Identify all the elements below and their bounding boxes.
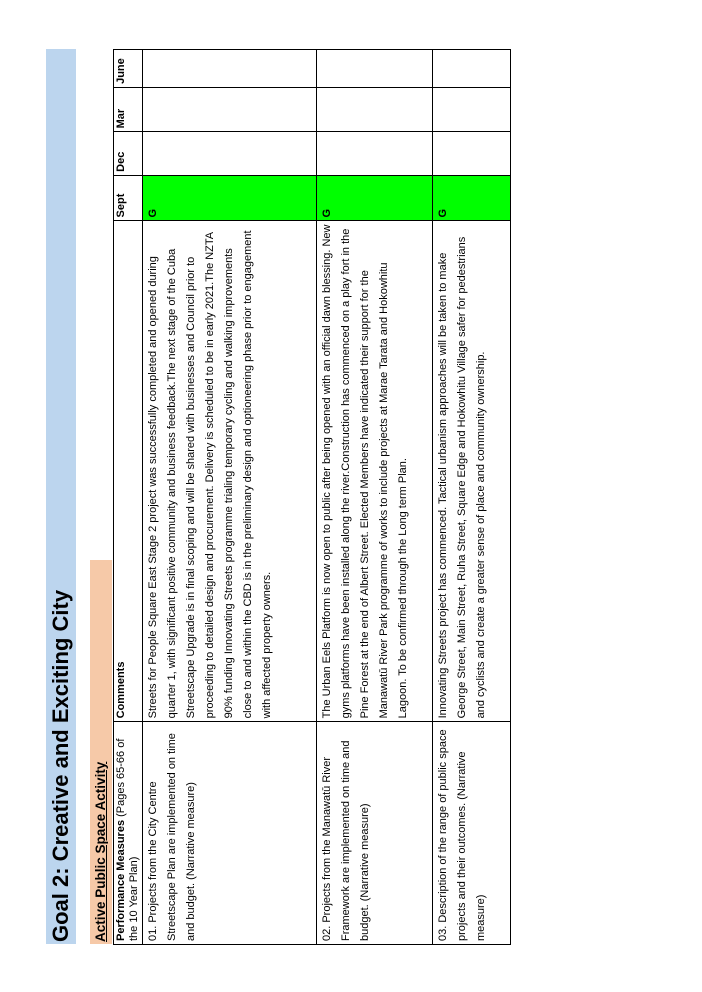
table-row [143, 50, 317, 945]
header-dec [114, 132, 143, 175]
header-june-label: June [115, 58, 127, 84]
header-mar [114, 87, 143, 132]
status-sept: G [143, 175, 317, 221]
status-june [143, 50, 317, 88]
comment-cell: Streets for People Square East Stage 2 project was successfully completed and opened during quarter 1, with significant positive community and business feedback.The next stage of the Cuba Streetscape Upgrade is in final scoping and will be shared with businesses and Council prior to proceeding to detailed design and procurement. Delivery is scheduled to be in early 2021.The NZTA 90% funding Innovating Streets programme trialing temporary cycling and walking improvements close to and within the CBD is in the preliminary design and optioneering phase prior to engagement with affected property owners. [143, 221, 317, 722]
header-sept [114, 175, 143, 221]
header-dec-label: Dec [115, 151, 127, 172]
status-june [317, 50, 433, 88]
goal-title: Goal 2: Creative and Exciting City [48, 589, 73, 942]
comment-cell: Innovating Streets project has commenced. Tactical urbanism approaches will be taken to make George Street, Main Street, Ruha Street, Square Edge and Hokowhitu Village safer for pedestrians and cyclists and create a greater sense of place and community ownership. [433, 221, 511, 722]
header-comments-label: Comments [115, 661, 127, 719]
header-mar-label: Mar [115, 108, 127, 129]
header-comments [114, 221, 143, 722]
status-mar [317, 87, 433, 132]
status-dec [433, 132, 511, 175]
header-sept-label: Sept [115, 193, 127, 218]
measure-cell: 02. Projects from the Manawatū River Framework are implemented on time and budget. (Narrative measure) [317, 722, 433, 945]
measure-cell: 03. Description of the range of public space projects and their outcomes. (Narrative measure) [433, 722, 511, 945]
header-measures-note: (Pages 65-66 of the 10 Year Plan) [115, 738, 140, 941]
table-row [433, 50, 511, 945]
header-june [114, 50, 143, 88]
header-measures-label: Performance Measures [115, 819, 127, 941]
status-june [433, 50, 511, 88]
measure-cell: 01. Projects from the City Centre Streetscape Plan are implemented on time and budget. (Narrative measure) [143, 722, 317, 945]
status-dec [317, 132, 433, 175]
status-sept: G [433, 175, 511, 221]
comment-cell: The Urban Eels Platform is now open to public after being opened with an official dawn blessing. New gyms platforms have been installed along the river.Construction has commenced on a play fort in the Pine Forest at the end of Albert Street. Elected Members have indicated their support for the Manawatū River Park programme of works to include projects at Marae Tarata and Hokowhitu Lagoon. To be confirmed through the Long term Plan. [317, 221, 433, 722]
header-measures [114, 722, 143, 945]
status-mar [143, 87, 317, 132]
performance-table [113, 49, 511, 945]
table-row [317, 50, 433, 945]
status-sept: G [317, 175, 433, 221]
section-title: Active Public Space Activity [93, 761, 108, 942]
status-mar [433, 87, 511, 132]
table-header-row [114, 50, 143, 945]
status-dec [143, 132, 317, 175]
